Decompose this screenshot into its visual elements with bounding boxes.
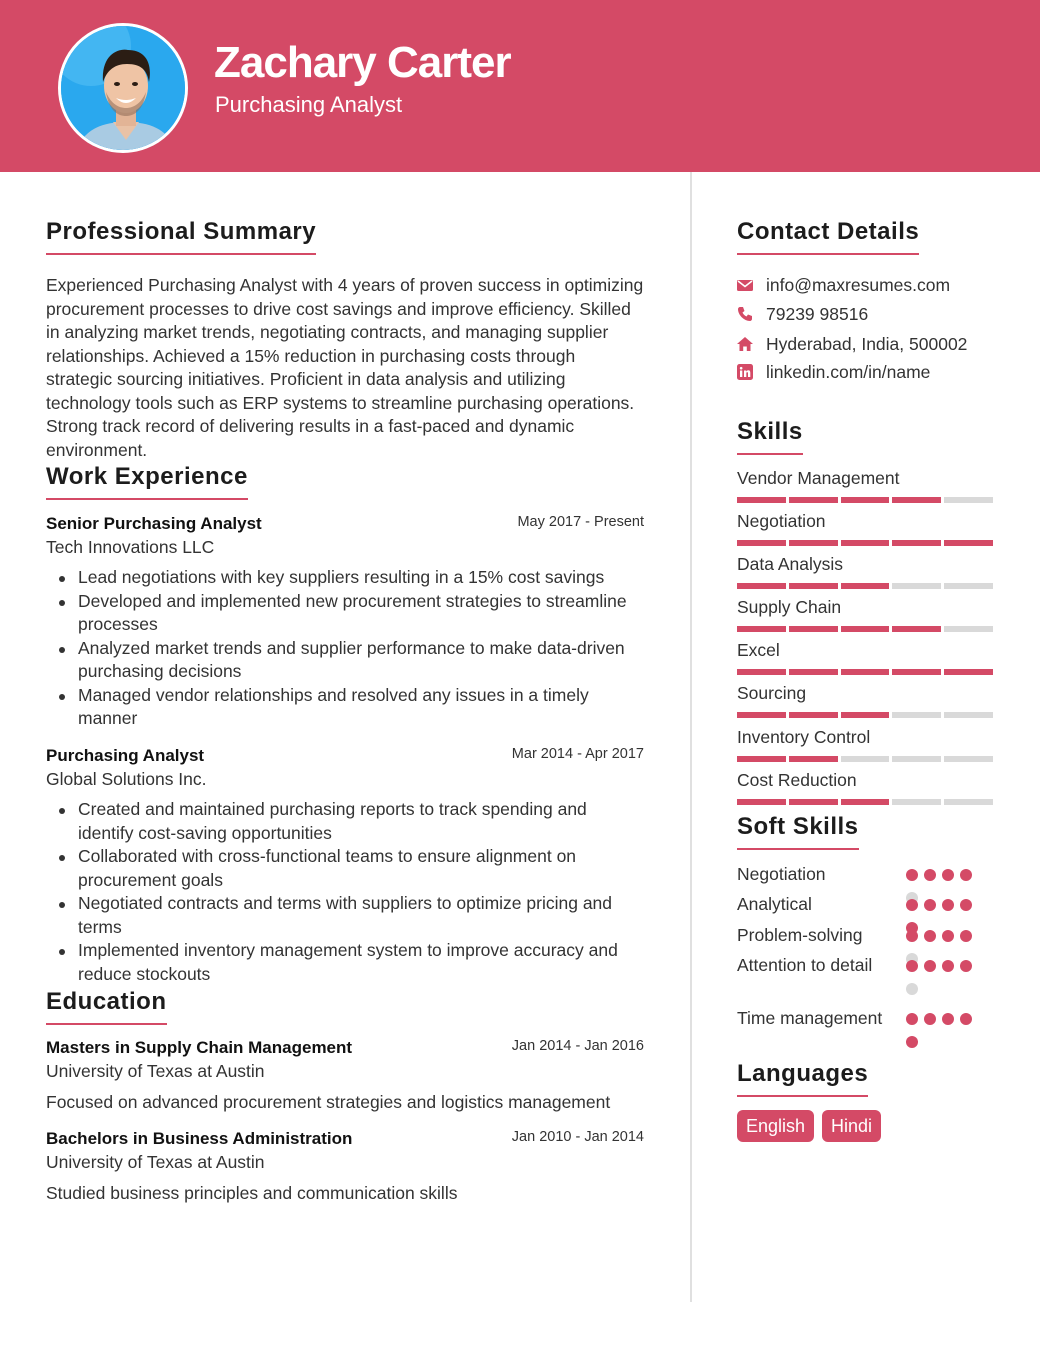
job-bullet: Created and maintained purchasing reports to track spending and identify cost-saving opportunities — [46, 798, 646, 845]
soft-skill-name: Time management — [737, 1008, 883, 1028]
skill-level-segment — [892, 540, 941, 546]
skills-heading: Skills — [737, 418, 803, 455]
job-bullets — [46, 798, 646, 986]
skill-level-segment — [841, 756, 890, 762]
skill-level-segment — [737, 712, 786, 718]
school-name: University of Texas at Austin — [46, 1061, 265, 1081]
skill-level-segment — [737, 497, 786, 503]
job-title: Senior Purchasing Analyst — [46, 514, 262, 533]
education-entry — [46, 1038, 646, 1113]
skill-level-bar — [737, 799, 993, 805]
soft-skill-item — [737, 954, 997, 977]
skill-name: Data Analysis — [737, 554, 844, 574]
experience-heading: Work Experience — [46, 463, 248, 500]
rating-dot — [960, 869, 972, 881]
skill-level-segment — [944, 626, 993, 632]
contact-address-text: Hyderabad, India, 500002 — [766, 333, 968, 354]
skill-level-bar — [737, 626, 993, 632]
skill-item — [737, 597, 993, 632]
skill-item — [737, 683, 993, 718]
skill-level-segment — [841, 583, 890, 589]
job-company: Global Solutions Inc. — [46, 769, 207, 789]
job-bullet: Developed and implemented new procurement strategies to streamline processes — [46, 590, 646, 637]
rating-dot — [924, 899, 936, 911]
skill-level-bar — [737, 712, 993, 718]
job-bullet: Managed vendor relationships and resolved any issues in a timely manner — [46, 684, 646, 731]
contact-linkedin[interactable] — [737, 360, 930, 384]
skill-item — [737, 640, 993, 675]
language-badge: Hindi — [822, 1110, 881, 1142]
rating-dot — [942, 869, 954, 881]
education-description: Focused on advanced procurement strategies and logistics management — [46, 1092, 611, 1112]
rating-dot — [906, 869, 918, 881]
job-dates: May 2017 - Present — [517, 514, 644, 530]
job-bullet: Negotiated contracts and terms with suppliers to optimize pricing and terms — [46, 892, 646, 939]
skill-level-segment — [944, 583, 993, 589]
skill-level-bar — [737, 669, 993, 675]
skill-level-segment — [944, 497, 993, 503]
skill-level-segment — [841, 497, 890, 503]
soft-skill-name: Problem-solving — [737, 925, 863, 945]
rating-dot — [942, 1013, 954, 1025]
skill-item — [737, 468, 993, 503]
rating-dot — [960, 930, 972, 942]
skill-level-segment — [892, 497, 941, 503]
language-badge: English — [737, 1110, 814, 1142]
rating-dot — [906, 1036, 918, 1048]
job-entry — [46, 746, 646, 986]
summary-text: Experienced Purchasing Analyst with 4 years of proven success in optimizing procurement processes to drive cost savings and improve efficiency. Skilled in analyzing market trends, negotiating contracts, and managing supplier relationships. Achieved a 15% reduction in purchasing costs through strategic sourcing initiatives. Proficient in data analysis and utilizing technology tools such as ERP systems to streamline purchasing operations. Strong track record of delivering results in a fast-paced and dynamic environment. — [46, 275, 644, 460]
skill-level-bar — [737, 583, 993, 589]
soft-skill-item — [737, 924, 997, 947]
contact-phone-text: 79239 98516 — [766, 303, 869, 324]
skill-name: Cost Reduction — [737, 770, 857, 790]
rating-dot — [924, 930, 936, 942]
soft-skill-name: Attention to detail — [737, 955, 873, 975]
soft-skills-heading: Soft Skills — [737, 813, 859, 850]
skill-level-segment — [892, 669, 941, 675]
job-bullet: Collaborated with cross-functional teams to ensure alignment on procurement goals — [46, 845, 646, 892]
envelope-icon — [737, 277, 753, 293]
skill-level-segment — [737, 756, 786, 762]
skill-level-segment — [892, 626, 941, 632]
rating-dot — [906, 1013, 918, 1025]
job-title: Purchasing Analyst — [46, 746, 205, 765]
rating-dot — [906, 960, 918, 972]
soft-skill-name: Negotiation — [737, 864, 826, 884]
skill-level-segment — [737, 799, 786, 805]
skill-level-segment — [841, 799, 890, 805]
skill-level-bar — [737, 497, 993, 503]
home-icon — [737, 336, 753, 352]
avatar — [58, 23, 188, 153]
soft-skill-item — [737, 893, 997, 916]
column-divider — [690, 172, 692, 1302]
job-company: Tech Innovations LLC — [46, 537, 215, 557]
skill-level-segment — [789, 756, 838, 762]
soft-skill-item — [737, 1007, 997, 1030]
rating-dot — [960, 1013, 972, 1025]
contact-address — [737, 332, 967, 356]
skill-level-segment — [789, 583, 838, 589]
rating-dot — [942, 930, 954, 942]
header-banner — [0, 0, 1040, 172]
skill-level-segment — [892, 799, 941, 805]
rating-dot — [942, 899, 954, 911]
contact-email-text: info@maxresumes.com — [766, 274, 951, 295]
job-bullet: Lead negotiations with key suppliers resulting in a 15% cost savings — [46, 566, 646, 590]
skill-level-segment — [737, 626, 786, 632]
linkedin-icon — [737, 364, 753, 380]
candidate-title: Purchasing Analyst — [215, 92, 403, 117]
phone-icon — [737, 306, 753, 322]
skill-name: Inventory Control — [737, 727, 871, 747]
skill-level-bar — [737, 540, 993, 546]
skill-level-segment — [944, 712, 993, 718]
skill-level-segment — [789, 540, 838, 546]
contact-phone[interactable] — [737, 302, 868, 326]
school-name: University of Texas at Austin — [46, 1152, 265, 1172]
skill-level-segment — [841, 712, 890, 718]
skill-item — [737, 511, 993, 546]
skill-level-segment — [892, 712, 941, 718]
skill-name: Vendor Management — [737, 468, 900, 488]
skill-level-segment — [944, 799, 993, 805]
skill-item — [737, 554, 993, 589]
job-bullet: Analyzed market trends and supplier performance to make data-driven purchasing decisions — [46, 637, 646, 684]
skill-level-segment — [737, 583, 786, 589]
skill-level-segment — [737, 540, 786, 546]
skill-level-segment — [841, 626, 890, 632]
skill-level-segment — [944, 756, 993, 762]
contact-heading: Contact Details — [737, 218, 919, 255]
skill-name: Sourcing — [737, 683, 807, 703]
skill-level-segment — [944, 669, 993, 675]
rating-dot — [924, 960, 936, 972]
skill-name: Excel — [737, 640, 780, 660]
soft-skill-name: Analytical — [737, 894, 812, 914]
contact-linkedin-text: linkedin.com/in/name — [766, 361, 931, 382]
skill-level-segment — [737, 669, 786, 675]
rating-dot — [942, 960, 954, 972]
rating-dot — [924, 1013, 936, 1025]
candidate-name: Zachary Carter — [214, 38, 511, 87]
rating-dot — [960, 899, 972, 911]
education-description: Studied business principles and communication skills — [46, 1183, 458, 1203]
languages-heading: Languages — [737, 1060, 868, 1097]
job-bullets — [46, 566, 646, 731]
job-bullet: Implemented inventory management system to improve accuracy and reduce stockouts — [46, 939, 646, 986]
skill-name: Supply Chain — [737, 597, 842, 617]
skill-level-segment — [944, 540, 993, 546]
education-dates: Jan 2014 - Jan 2016 — [511, 1038, 644, 1054]
rating-dot — [906, 899, 918, 911]
skill-level-segment — [841, 540, 890, 546]
skill-level-segment — [789, 669, 838, 675]
degree-title: Bachelors in Business Administration — [46, 1129, 353, 1148]
skill-level-segment — [789, 626, 838, 632]
education-entry — [46, 1129, 646, 1204]
profile-photo — [61, 26, 188, 153]
skill-level-segment — [789, 497, 838, 503]
job-entry — [46, 514, 646, 731]
rating-dot — [924, 869, 936, 881]
contact-email[interactable] — [737, 273, 950, 297]
skill-level-segment — [892, 756, 941, 762]
degree-title: Masters in Supply Chain Management — [46, 1038, 353, 1057]
skill-name: Negotiation — [737, 511, 826, 531]
skill-level-segment — [841, 669, 890, 675]
rating-dot — [906, 930, 918, 942]
skill-level-segment — [892, 583, 941, 589]
skill-level-bar — [737, 756, 993, 762]
skill-level-segment — [789, 799, 838, 805]
skill-level-segment — [789, 712, 838, 718]
rating-dot — [906, 983, 918, 995]
soft-skill-item — [737, 863, 997, 886]
job-dates: Mar 2014 - Apr 2017 — [511, 746, 644, 762]
education-heading: Education — [46, 988, 167, 1025]
education-dates: Jan 2010 - Jan 2014 — [511, 1129, 644, 1145]
rating-dot — [960, 960, 972, 972]
skill-item — [737, 727, 993, 762]
summary-heading: Professional Summary — [46, 218, 316, 255]
skill-item — [737, 770, 993, 805]
